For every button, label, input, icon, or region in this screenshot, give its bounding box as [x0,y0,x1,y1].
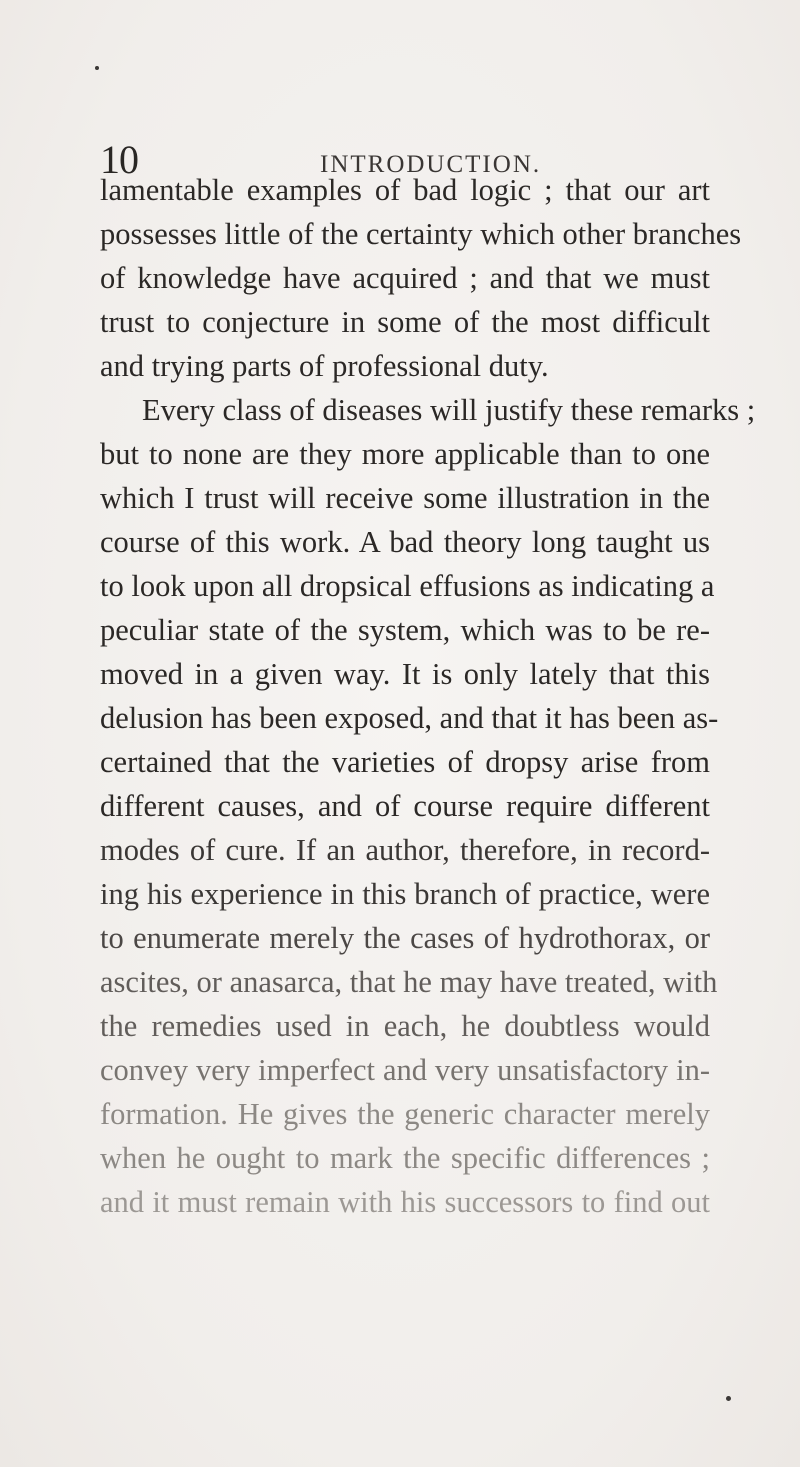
ink-speck [726,1396,731,1401]
text-line: to look upon all dropsical effusions as indicating a [100,569,715,603]
text-line: ing his experience in this branch of practice, were [100,877,710,911]
text-line: and it must remain with his successors to find out [100,1185,710,1219]
text-line: but to none are they more applicable than to one [100,437,710,471]
body-text [100,168,756,1308]
text-line: course of this work. A bad theory long taught us [100,525,710,559]
text-line: convey very imperfect and very unsatisfactory in- [100,1053,710,1087]
text-line: lamentable examples of bad logic ; that our art [100,173,710,207]
text-line: of knowledge have acquired ; and that we must [100,261,710,295]
text-line: trust to conjecture in some of the most difficult [100,305,710,339]
text-line: and trying parts of professional duty. [100,349,549,383]
text-line: to enumerate merely the cases of hydrothorax, or [100,921,710,955]
text-line: moved in a given way. It is only lately that this [100,657,710,691]
text-line: when he ought to mark the specific differences ; [100,1141,710,1175]
text-line: ascites, or anasarca, that he may have treated, with [100,965,718,999]
text-line: the remedies used in each, he doubtless would [100,1009,710,1043]
page-number: 10 [100,137,138,182]
text-line: peculiar state of the system, which was to be re- [100,613,710,647]
text-line: which I trust will receive some illustration in the [100,481,710,515]
text-line: modes of cure. If an author, therefore, in record- [100,833,710,867]
running-head: INTRODUCTION. [320,151,542,178]
text-line: certained that the varieties of dropsy arise from [100,745,710,779]
ink-speck [95,66,99,70]
text-line: Every class of diseases will justify these remarks ; [142,393,756,427]
text-line: formation. He gives the generic character merely [100,1097,710,1131]
text-line: possesses little of the certainty which other branches [100,217,742,251]
text-line: different causes, and of course require different [100,789,710,823]
text-line: delusion has been exposed, and that it has been as- [100,701,719,735]
